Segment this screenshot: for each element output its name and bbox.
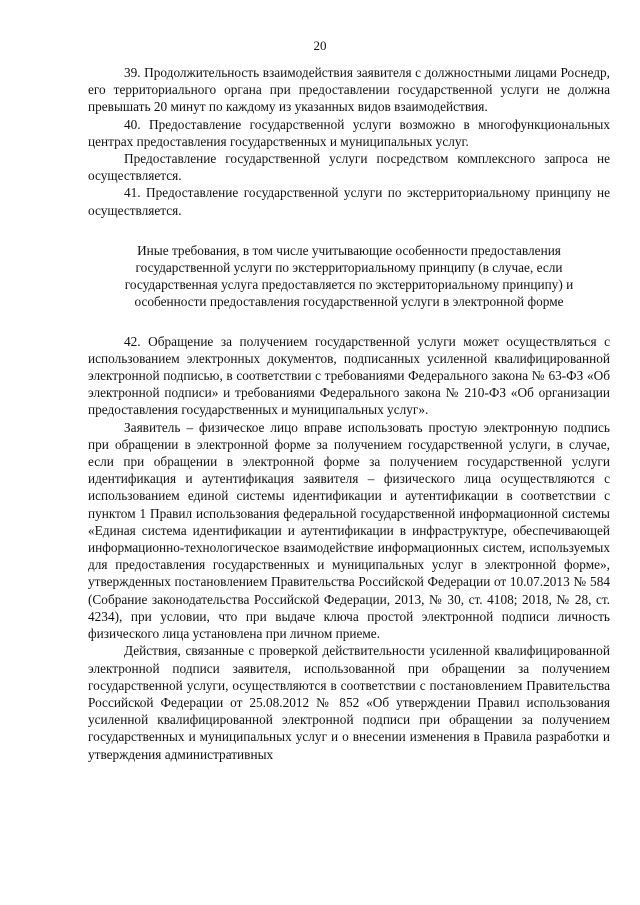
section-heading	[102, 242, 596, 311]
paragraph-41: 41. Предоставление государственной услуги по экстерриториальному принципу не осуществляется.	[88, 185, 610, 218]
paragraph-40: 40. Предоставление государственной услуги возможно в многофункциональных центрах предоставления государственных и муниципальных услуг.	[88, 116, 610, 149]
paragraph-42: 42. Обращение за получением государственной услуги может осуществляться с использованием электронных документов, подписанных усиленной квалифицированной электронной подписью, в соответствии с требованиями Федерального закона № 63-ФЗ «Об электронной подписи» и требованиями Федерального закона № 210-ФЗ «Об организации предоставления государственных и муниципальных услуг».	[88, 333, 610, 418]
paragraph-complex-request: Предоставление государственной услуги посредством комплексного запроса не осуществляется.	[88, 151, 610, 184]
section-heading-line: государственная услуга предоставляется по экстерриториальному принципу) и	[124, 277, 574, 293]
paragraph-simple-signature: Заявитель – физическое лицо вправе использовать простую электронную подпись при обращении в электронной форме за получением государственной услуги, в случае, если при обращении в электронной форме за получением государственной услуги идентификация и аутентификация заявителя – физического лица осуществляются с использованием единой системы идентификации и аутентификации в соответствии с пунктом 1 Правил использования федеральной государственной информационной системы «Единая система идентификации и аутентификации в инфраструктуре, обеспечивающей информационно-технологическое взаимодействие информационных систем, используемых для предоставления государственных и муниципальных услуг в электронной форме», утвержденных постановлением Правительства Российской Федерации от 10.07.2013 № 584 (Собрание законодательства Российской Федерации, 2013, № 30, ст. 4108; 2018, № 28, ст. 4234), при условии, что при выдаче ключа простой электронной подписи личность физического лица установлена при личном приеме.	[88, 419, 610, 642]
section-heading-line: Иные требования, в том числе учитывающие особенности предоставления	[137, 242, 561, 258]
section-heading-line: государственной услуги по экстерриториальному принципу (в случае, если	[135, 260, 563, 276]
section-heading-line: особенности предоставления государственной услуги в электронной форме	[134, 294, 564, 310]
document-body	[88, 64, 610, 763]
paragraph-39: 39. Продолжительность взаимодействия заявителя с должностными лицами Роснедр, его территориального органа при предоставлении государственной услуги не должна превышать 20 минут по каждому из указанных видов взаимодействия.	[88, 65, 610, 115]
paragraph-signature-verification: Действия, связанные с проверкой действительности усиленной квалифицированной электронной подписи заявителя, использованной при обращении за получением государственной услуги, осуществляются в соответствии с постановлением Правительства Российской Федерации от 25.08.2012 № 852 «Об утверждении Правил использования усиленной квалифицированной электронной подписи при обращении за получением государственных и муниципальных услуг и о внесении изменения в Правила разработки и утверждения административных	[88, 643, 610, 762]
page-number: 20	[313, 38, 327, 53]
